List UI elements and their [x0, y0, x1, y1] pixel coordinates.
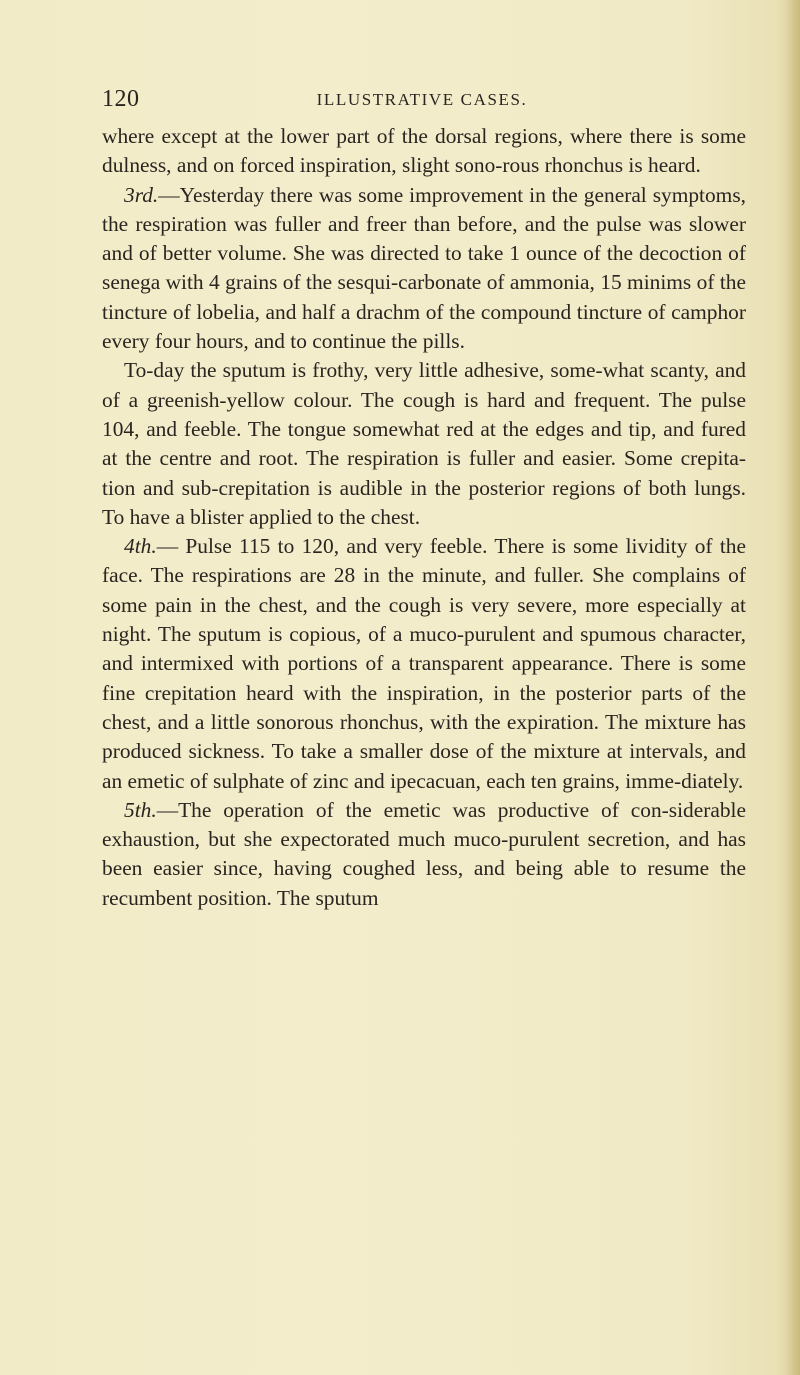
- page-number: 120: [102, 86, 140, 112]
- date-label-4th: 4th.: [124, 534, 157, 559]
- paragraph-text: where except at the lower part of the dorsal regions, where there is some dulness, and on forced inspiration, slight sono-rous rhonchus is heard.: [102, 124, 746, 178]
- paragraph-text: To-day the sputum is frothy, very little adhesive, some-what scanty, and of a greenish-yellow colour. The cough is hard and frequent. The pulse 104, and feeble. The tongue somewhat red at the edges and tip, and fured at the centre and root. The respiration is fuller and easier. Some crepita-tion and sub-crepitation is audible in the posterior regions of both lungs. To have a blister applied to the chest.: [102, 358, 746, 529]
- date-label-5th: 5th.: [124, 797, 157, 822]
- running-head: ILLUSTRATIVE CASES.: [316, 90, 528, 109]
- paragraph-3rd: [102, 181, 746, 357]
- paragraph-text: — Pulse 115 to 120, and very feeble. There is some lividity of the face. The respirations are 28 in the minute, and fuller. She complains of some pain in the chest, and the cough is very severe, more especially at night. The sputum is copious, of a muco-purulent and spumous character, and intermixed with portions of a transparent appearance. There is some fine crepitation heard with the inspiration, in the posterior parts of the chest, and a little sonorous rhonchus, with the expiration. The mixture has produced sickness. To take a smaller dose of the mixture at intervals, and an emetic of sulphate of zinc and ipecacuan, each ten grains, imme-diately.: [102, 534, 746, 793]
- paragraph-continuation: [102, 122, 746, 181]
- paragraph-4th: [102, 532, 746, 796]
- page-edge-shadow: [786, 0, 800, 1375]
- paragraph-to-day: [102, 356, 746, 532]
- page-header: [102, 86, 702, 114]
- body-text: [102, 122, 746, 913]
- paragraph-text: —The operation of the emetic was productive of con-siderable exhaustion, but she expectorated much muco-purulent secretion, and has been easier since, having coughed less, and being able to resume the recumbent position. The sputum: [102, 797, 746, 910]
- paragraph-5th: [102, 796, 746, 913]
- paragraph-text: —Yesterday there was some improvement in the general symptoms, the respiration was fuller and freer than before, and the pulse was slower and of better volume. She was directed to take 1 ounce of the decoction of senega with 4 grains of the sesqui-carbonate of ammonia, 15 minims of the tincture of lobelia, and half a drachm of the compound tincture of camphor every four hours, and to continue the pills.: [102, 182, 746, 354]
- date-label-3rd: 3rd.: [124, 182, 159, 207]
